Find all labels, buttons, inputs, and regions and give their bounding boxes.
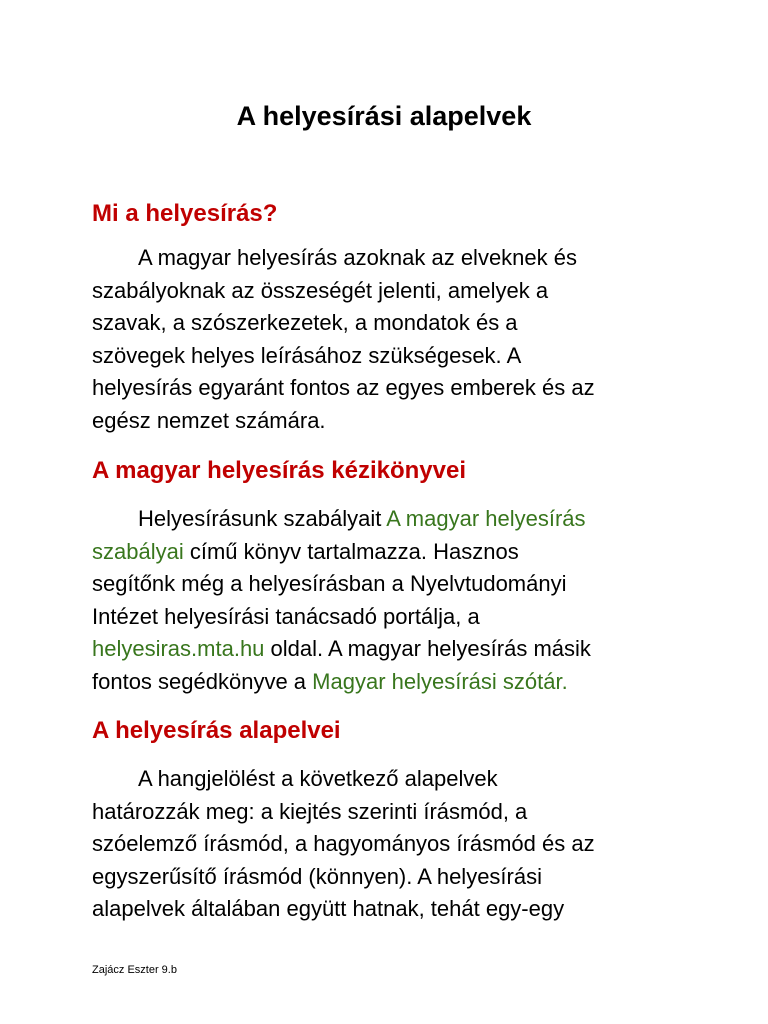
book-title-link[interactable]: A magyar helyesírás — [386, 506, 586, 531]
paragraph-line: fontos segédkönyve a Magyar helyesírási szótár. — [92, 668, 568, 694]
paragraph-handbooks — [92, 503, 692, 699]
paragraph-line: helyesiras.mta.hu oldal. A magyar helyesírás másik — [92, 636, 591, 662]
paragraph-line: szavak, a szószerkezetek, a mondatok és a — [92, 310, 518, 336]
dictionary-link[interactable]: Magyar helyesírási szótár. — [312, 668, 568, 694]
section-heading-what-is-spelling: Mi a helyesírás? — [92, 200, 278, 227]
paragraph-line: egyszerűsítő írásmód (könnyen). A helyesírási — [92, 863, 542, 889]
paragraph-line: szóelemző írásmód, a hagyományos írásmód és az — [92, 831, 595, 857]
paragraph-line: szabályoknak az összeségét jelenti, amelyek a — [92, 277, 549, 303]
section-heading-principles: A helyesírás alapelvei — [92, 717, 341, 744]
paragraph-line: egész nemzet számára. — [92, 407, 326, 433]
paragraph-line: szövegek helyes leírásához szükségesek. A — [92, 342, 522, 368]
page-title: A helyesírási alapelvek — [236, 101, 532, 131]
paragraph-line: alapelvek általában együtt hatnak, tehát egy-egy — [92, 896, 565, 922]
page-footer-author: Zajácz Eszter 9.b — [92, 964, 177, 976]
paragraph-line: A magyar helyesírás azoknak az elveknek és — [138, 245, 578, 270]
section-heading-handbooks: A magyar helyesírás kézikönyvei — [92, 457, 466, 484]
paragraph-line: A hangjelölést a következő alapelvek — [138, 766, 498, 791]
paragraph-line: helyesírás egyaránt fontos az egyes emberek és az — [92, 375, 595, 401]
paragraph-line: határozzák meg: a kiejtés szerinti írásmód, a — [92, 798, 528, 824]
portal-link[interactable]: helyesiras.mta.hu — [92, 636, 265, 662]
paragraph-principles — [92, 763, 692, 926]
paragraph-what-is-spelling — [92, 242, 692, 438]
book-title-link-continued[interactable]: szabályai — [92, 538, 184, 564]
paragraph-line: Helyesírásunk szabályait A magyar helyesírás — [138, 506, 586, 531]
paragraph-line: szabályai című könyv tartalmazza. Hasznos — [92, 538, 519, 564]
paragraph-line: Intézet helyesírási tanácsadó portálja, a — [92, 603, 480, 629]
paragraph-line: segítőnk még a helyesírásban a Nyelvtudományi — [92, 571, 567, 597]
